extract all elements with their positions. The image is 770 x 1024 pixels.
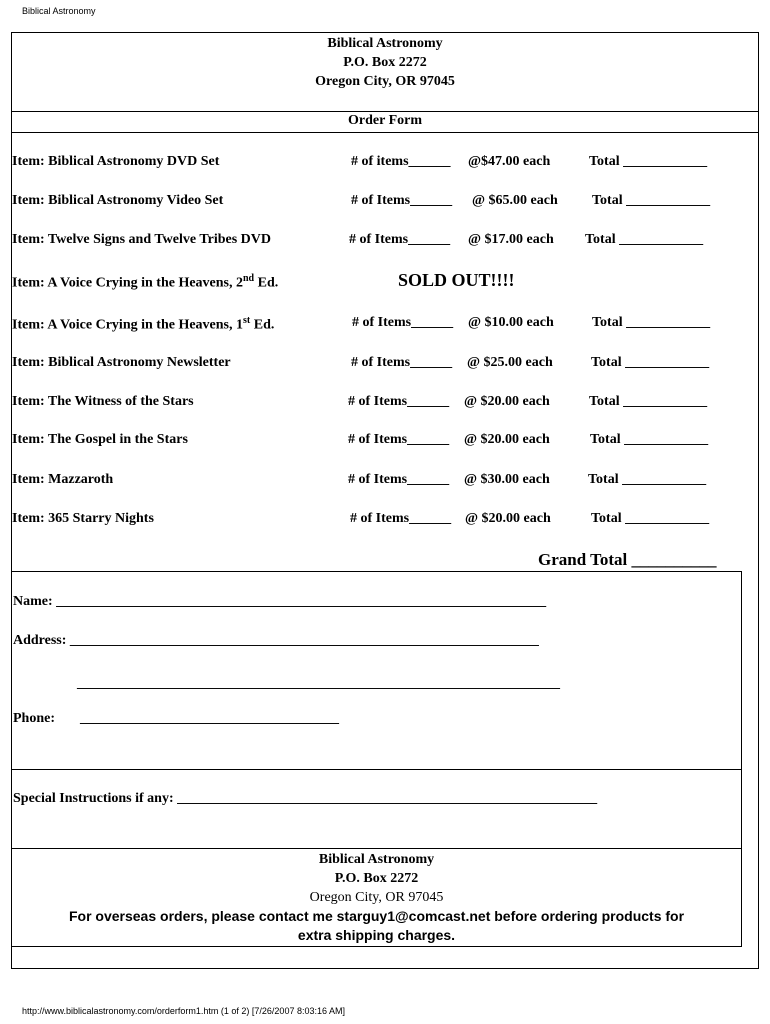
item-qty[interactable]: # of items______ [351, 154, 451, 169]
item-price: @ $25.00 each [467, 355, 553, 370]
divider [11, 848, 742, 849]
page-header: Biblical Astronomy [22, 6, 96, 16]
item-label: Item: Twelve Signs and Twelve Tribes DVD [12, 232, 272, 247]
item-price: @ $30.00 each [464, 472, 550, 487]
item-label: Item: Mazzaroth [12, 472, 114, 487]
footer-name: Biblical Astronomy [318, 852, 435, 867]
page-footer-url: http://www.biblicalastronomy.com/orderform1.htm (1 of 2) [7/26/2007 8:03:16 AM] [22, 1006, 345, 1016]
item-label: Item: 365 Starry Nights [12, 511, 154, 526]
item-qty[interactable]: # of Items______ [348, 432, 450, 447]
item-label: Item: A Voice Crying in the Heavens, 1st Ed. [12, 315, 275, 333]
item-price: @ $20.00 each [465, 511, 551, 526]
item-total[interactable]: Total ____________ [592, 315, 711, 330]
phone-field[interactable]: _____________________________________ [80, 711, 339, 726]
divider [11, 132, 759, 133]
item-qty[interactable]: # of Items______ [349, 232, 451, 247]
item-total[interactable]: Total ____________ [591, 511, 710, 526]
item-total[interactable]: Total ____________ [585, 232, 704, 247]
item-price: @ $20.00 each [464, 394, 550, 409]
item-label: Item: The Gospel in the Stars [12, 432, 188, 447]
overseas-note-line1: For overseas orders, please contact me starguy1@comcast.net before ordering products for [68, 908, 685, 924]
item-total[interactable]: Total ____________ [592, 193, 711, 208]
footer-block [11, 850, 742, 945]
item-price: @ $17.00 each [468, 232, 554, 247]
item-total[interactable]: Total ____________ [588, 472, 707, 487]
divider [11, 111, 759, 112]
name-field[interactable]: Name: ______________________________________________________________________ [13, 594, 547, 609]
item-total[interactable]: Total ____________ [589, 394, 708, 409]
footer-po-box: P.O. Box 2272 [334, 871, 419, 886]
sold-out-notice: SOLD OUT!!!! [398, 270, 515, 290]
item-price: @ $65.00 each [472, 193, 558, 208]
item-label: Item: Biblical Astronomy Video Set [12, 193, 224, 208]
item-price: @ $20.00 each [464, 432, 550, 447]
item-price: @$47.00 each [468, 154, 551, 169]
item-label: Item: A Voice Crying in the Heavens, 2nd Ed. [12, 273, 279, 291]
address-field[interactable]: Address: ___________________________________________________________________ [13, 633, 539, 648]
header-name: Biblical Astronomy [327, 36, 443, 51]
item-total[interactable]: Total ____________ [590, 432, 709, 447]
item-qty[interactable]: # of Items______ [351, 355, 453, 370]
grand-total[interactable]: Grand Total __________ [538, 550, 717, 569]
item-price: @ $10.00 each [468, 315, 554, 330]
item-label: Item: Biblical Astronomy Newsletter [12, 355, 231, 370]
item-qty[interactable]: # of Items______ [348, 472, 450, 487]
item-label: Item: Biblical Astronomy DVD Set [12, 154, 220, 169]
divider [11, 769, 742, 770]
overseas-note-line2: extra shipping charges. [297, 927, 456, 943]
item-label: Item: The Witness of the Stars [12, 394, 194, 409]
footer-city: Oregon City, OR 97045 [309, 890, 444, 905]
form-title: Order Form [348, 113, 422, 128]
item-qty[interactable]: # of Items______ [351, 193, 453, 208]
header-city: Oregon City, OR 97045 [315, 74, 455, 89]
item-total[interactable]: Total ____________ [591, 355, 710, 370]
item-qty[interactable]: # of Items______ [352, 315, 454, 330]
item-qty[interactable]: # of Items______ [348, 394, 450, 409]
item-total[interactable]: Total ____________ [589, 154, 708, 169]
address-line2-field[interactable]: _____________________________________________________________________ [77, 676, 560, 691]
header-po-box: P.O. Box 2272 [343, 55, 427, 70]
phone-label: Phone: [13, 711, 55, 726]
header-block [11, 34, 759, 91]
item-qty[interactable]: # of Items______ [350, 511, 452, 526]
special-instructions-field[interactable]: Special Instructions if any: ____________________________________________________________ [13, 791, 598, 806]
